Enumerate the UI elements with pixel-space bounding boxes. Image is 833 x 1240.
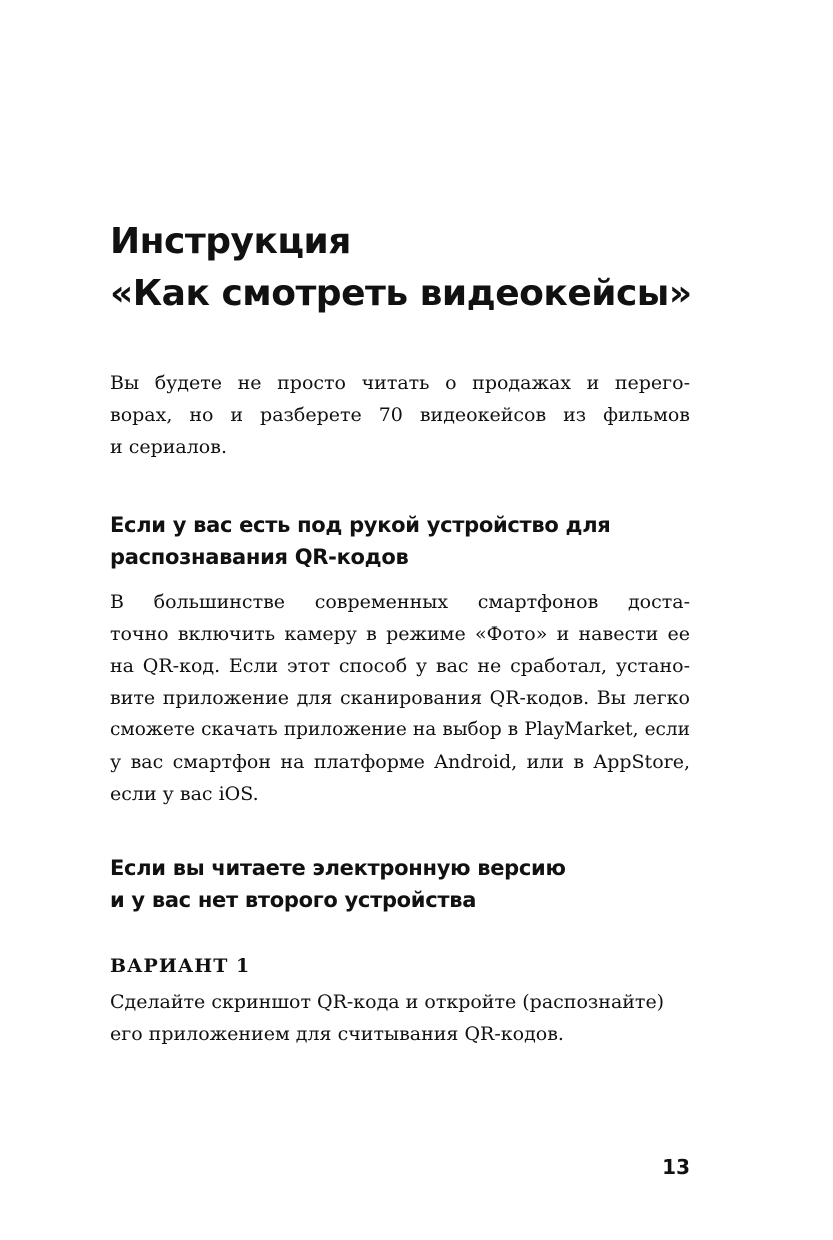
- section-heading-line: и у вас нет второго устройства: [110, 888, 477, 912]
- paragraph-line: В большинстве современных смартфонов доста-: [110, 591, 690, 613]
- section-heading-line: Если у вас есть под рукой устройство для: [110, 513, 611, 537]
- paragraph-line: точно включить камеру в режиме «Фото» и навести ее: [110, 623, 690, 645]
- paragraph-line: у вас смартфон на платформе Android, или в AppStore,: [110, 751, 690, 773]
- paragraph-line: вите приложение для сканирования QR-кодов. Вы легко: [110, 687, 690, 709]
- paragraph-line: ворах, но и разберете 70 видеокейсов из фильмов: [110, 404, 690, 426]
- paragraph-line: сможете скачать приложение на выбор в PlayMarket, если: [110, 719, 690, 740]
- section-qr-device-paragraph: [110, 586, 690, 810]
- paragraph-line: Вы будете не просто читать о продажах и перего-: [110, 372, 690, 394]
- section-heading-ebook: [110, 852, 710, 916]
- section-heading-qr-device: [110, 509, 710, 573]
- variant-paragraph: [110, 986, 690, 1050]
- paragraph-line: если у вас iOS.: [110, 783, 259, 805]
- paragraph-line: его приложением для считывания QR-кодов.: [110, 1023, 564, 1045]
- paragraph-line: Сделайте скриншот QR-кода и откройте (распознайте): [110, 991, 665, 1013]
- section-heading-line: распознавания QR-кодов: [110, 545, 409, 569]
- section-heading-line: Если вы читаете электронную версию: [110, 856, 566, 880]
- paragraph-line: на QR-код. Если этот способ у вас не сработал, устано-: [110, 655, 690, 677]
- paragraph-line: и сериалов.: [110, 436, 227, 458]
- page-title-line: Инструкция: [110, 221, 351, 262]
- intro-paragraph: [110, 367, 690, 463]
- page-title: [110, 216, 710, 320]
- page-title-line: «Как смотреть видеокейсы»: [110, 273, 692, 314]
- page-number: 13: [662, 1155, 690, 1179]
- variant-label: ВАРИАНТ 1: [110, 955, 251, 977]
